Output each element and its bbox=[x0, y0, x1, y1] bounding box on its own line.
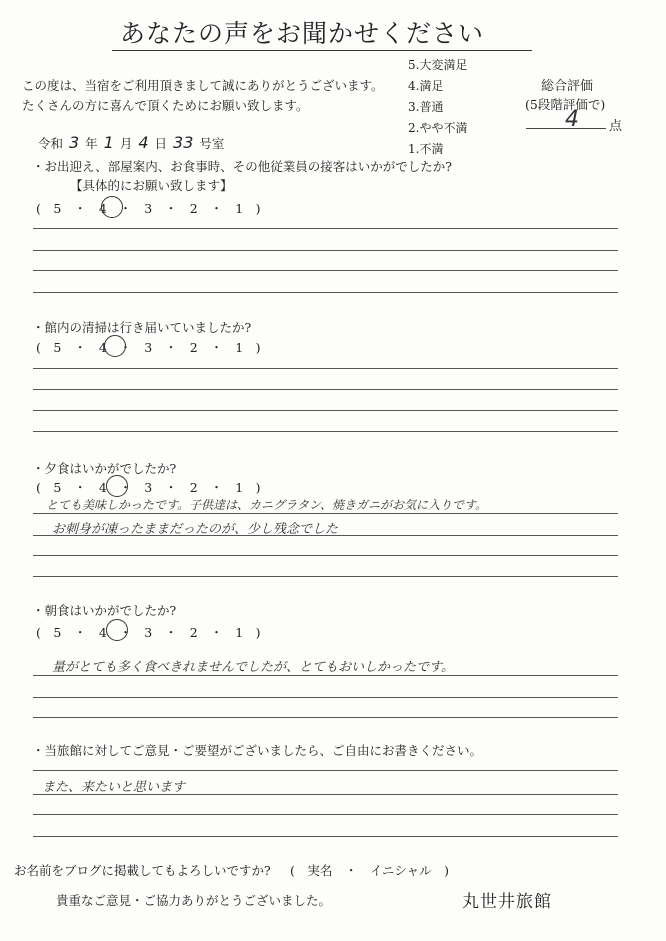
comment-line bbox=[33, 675, 618, 676]
comment-line bbox=[33, 814, 618, 815]
feedback-comment[interactable]: また、来たいと思います bbox=[42, 780, 186, 795]
comment-line bbox=[33, 794, 618, 795]
question-cleaning-scale: ( 5 ・ 4 ・ 3 ・ 2 ・ 1 ) bbox=[36, 340, 261, 355]
question-dinner-scale: ( 5 ・ 4 ・ 3 ・ 2 ・ 1 ) bbox=[36, 480, 261, 495]
era-label: 令和 bbox=[38, 136, 64, 151]
overall-rating-sublabel: (5段階評価で) bbox=[525, 97, 606, 112]
comment-line bbox=[33, 717, 618, 718]
comment-line bbox=[33, 410, 618, 411]
year-value[interactable]: 3 bbox=[69, 133, 80, 152]
room-value[interactable]: 33 bbox=[173, 133, 194, 152]
thanks-message: 貴重なご意見・ご協力ありがとうございました。 bbox=[56, 893, 332, 908]
overall-score-unit: 点 bbox=[609, 119, 623, 134]
day-value[interactable]: 4 bbox=[138, 133, 149, 152]
rating-scale-4: 4.満足 bbox=[408, 79, 444, 93]
question-service-note: 【具体的にお願い致します】 bbox=[70, 178, 233, 193]
comment-line bbox=[33, 228, 618, 229]
month-unit: 月 bbox=[119, 136, 133, 151]
blog-options[interactable]: ( 実名 ・ イニシャル ) bbox=[290, 863, 450, 878]
question-breakfast-scale: ( 5 ・ 4 ・ 3 ・ 2 ・ 1 ) bbox=[36, 625, 261, 640]
selected-rating-circle[interactable] bbox=[106, 475, 128, 497]
dinner-comment-2[interactable]: お刺身が凍ったままだったのが、少し残念でした bbox=[52, 522, 339, 537]
question-dinner: ・夕食はいかがでしたか? bbox=[32, 461, 177, 476]
year-unit: 年 bbox=[85, 136, 98, 151]
comment-line bbox=[33, 389, 618, 390]
question-breakfast: ・朝食はいかがでしたか? bbox=[32, 603, 177, 618]
date-room-row bbox=[38, 133, 224, 152]
selected-rating-circle[interactable] bbox=[101, 196, 123, 218]
rating-scale-5: 5.大変満足 bbox=[408, 58, 468, 72]
comment-line bbox=[33, 535, 618, 536]
intro-line-1: この度は、当宿をご利用頂きまして誠にありがとうございます。 bbox=[22, 78, 384, 93]
selected-rating-circle[interactable] bbox=[106, 619, 128, 641]
month-value[interactable]: 1 bbox=[103, 133, 114, 152]
form-title: あなたの声をお聞かせください bbox=[120, 19, 485, 48]
rating-scale-3: 3.普通 bbox=[408, 100, 444, 114]
rating-scale-2: 2.やや不満 bbox=[408, 121, 468, 135]
comment-line bbox=[33, 250, 618, 251]
hotel-name: 丸世井旅館 bbox=[462, 892, 552, 912]
room-unit: 号室 bbox=[199, 136, 225, 151]
comment-line bbox=[33, 555, 618, 556]
day-unit: 日 bbox=[154, 136, 168, 151]
intro-line-2: たくさんの方に喜んで頂くためにお願い致します。 bbox=[22, 98, 309, 113]
blog-question: お名前をブログに掲載してもよろしいですか? bbox=[14, 863, 271, 878]
comment-line bbox=[33, 270, 618, 271]
selected-rating-circle[interactable] bbox=[104, 335, 126, 357]
question-cleaning: ・館内の清掃は行き届いていましたか? bbox=[32, 320, 252, 335]
comment-line bbox=[33, 431, 618, 432]
comment-line bbox=[33, 770, 618, 771]
question-service: ・お出迎え、部屋案内、お食事時、その他従業員の接客はいかがでしたか? bbox=[32, 159, 452, 174]
overall-rating-label: 総合評価 bbox=[541, 79, 594, 94]
comment-line bbox=[33, 576, 618, 577]
rating-scale-1: 1.不満 bbox=[408, 142, 444, 156]
comment-line bbox=[33, 513, 618, 514]
comment-line bbox=[33, 292, 618, 293]
comment-line bbox=[33, 368, 618, 369]
question-service-scale: ( 5 ・ 4 ・ 3 ・ 2 ・ 1 ) bbox=[36, 201, 261, 216]
question-feedback: ・当旅館に対してご意見・ご要望がございましたら、ご自由にお書きください。 bbox=[32, 743, 483, 758]
score-underline bbox=[526, 128, 606, 129]
dinner-comment-1[interactable]: とても美味しかったです。子供達は、カニグラタン、焼きガニがお気に入りです。 bbox=[46, 498, 488, 512]
comment-line bbox=[33, 697, 618, 698]
comment-line bbox=[33, 836, 618, 837]
title-underline bbox=[112, 50, 532, 51]
overall-score-value[interactable]: 4 bbox=[565, 107, 579, 132]
breakfast-comment[interactable]: 量がとても多く食べきれませんでしたが、とてもおいしかったです。 bbox=[52, 660, 454, 675]
